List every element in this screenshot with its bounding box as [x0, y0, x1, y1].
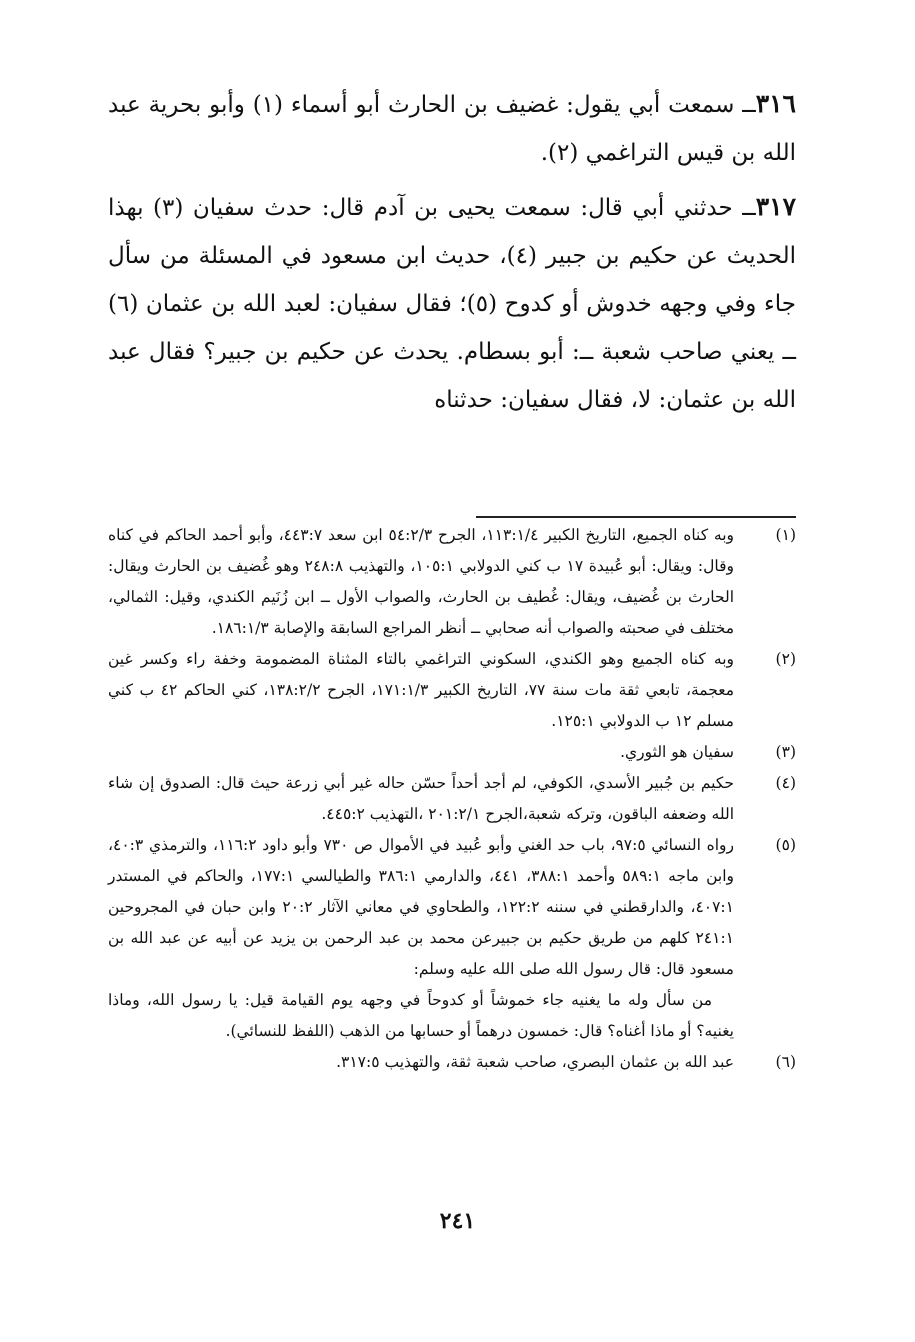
entry-number: ٣١٧ [755, 192, 797, 221]
footnote-number: (٢) [775, 650, 796, 668]
footnote-number: (٣) [775, 743, 796, 761]
footnote-text: وبه كناه الجميع، التاريخ الكبير ١١٣:١/٤، الجرح ٥٤:٢/٣ ابن سعد ٤٤٣:٧، وأبو أحمد الحاكم في كناه وقال: ويقال: أبو عُبيدة ١٧ ب كني الدولابي ١٠٥:١، والتهذيب ٢٤٨:٨ وهو غُضيف بن الحارث ويقال: الحارث بن غُضيف، ويقال: غُطيف بن الحارث، والصواب الأول ــ ابن زُنَيم الكندي، وقيل: الثمالي، مختلف في صحبته والصواب أنه صحابي ــ أنظر المراجع السابقة والإصابة ١٨٦:١/٣. [108, 526, 734, 637]
footnote-text: سفيان هو الثوري. [620, 743, 734, 761]
page-body [108, 80, 797, 1071]
entry-text: ــ سمعت أبي يقول: غضيف بن الحارث أبو أسماء (١) وأبو بحرية عبد الله بن قيس التراغمي (٢). [108, 92, 796, 166]
footnote-separator [476, 516, 796, 518]
footnote-text: من سأل وله ما يغنيه جاء خموشاً أو كدوحاً في وجهه يوم القيامة قيل: يا رسول الله، وماذا يغنيه؟ أو ماذا أغناه؟ قال: خمسون درهماً أو حسابها من الذهب (اللفظ للنسائي). [108, 991, 734, 1040]
footnote-number: (٥) [775, 836, 796, 854]
paragraph-316 [108, 80, 796, 177]
footnote-5-hadith [108, 985, 796, 1047]
footnote-text: وبه كناه الجميع وهو الكندي، السكوني التراغمي بالتاء المثناة المضمومة وخفة راء وكسر غين معجمة، تابعي ثقة مات سنة ٧٧، التاريخ الكبير ١٧١:١/٣، الجرح ١٣٨:٢/٢، كني الحاكم ٤٢ ب كني مسلم ١٢ ب الدولابي ١٢٥:١. [108, 650, 735, 730]
entry-text: ــ حدثني أبي قال: سمعت يحيى بن آدم قال: حدث سفيان (٣) بهذا الحديث عن حكيم بن جبير (٤)، حديث ابن مسعود في المسئلة من سأل جاء وفي وجهه خدوش أو كدوح (٥)؛ فقال سفيان: لعبد الله بن عثمان (٦) ــ يعني صاحب شعبة ــ: أبو بسطام. يحدث عن حكيم بن جبير؟ فقال عبد الله بن عثمان: لا، فقال سفيان: حدثناه [108, 195, 796, 413]
footnote-6 [108, 1047, 796, 1078]
paragraph-317 [108, 183, 796, 424]
footnote-text: حكيم بن جُبير الأسدي، الكوفي، لم أجد أحداً حسّن حاله غير أبي زرعة حيث قال: الصدوق إن شاء الله وضعفه الباقون، وتركه شعبة،الجرح ٢٠١:٢/١ ،التهذيب ٤٤٥:٢. [108, 774, 734, 823]
footnote-text: عبد الله بن عثمان البصري، صاحب شعبة ثقة، والتهذيب ٣١٧:٥. [336, 1053, 734, 1071]
main-text [108, 80, 796, 424]
page-number: ٢٤١ [439, 1208, 476, 1234]
footnotes [108, 520, 796, 1078]
footnote-number: (٦) [775, 1053, 796, 1071]
footnote-text: رواه النسائي ٩٧:٥، باب حد الغني وأبو عُبيد في الأموال ص ٧٣٠ وأبو داود ١١٦:٢، والترمذي ٤٠:٣، وابن ماجه ٥٨٩:١ وأحمد ٣٨٨:١، ٤٤١، والدارمي ٣٨٦:١ والطيالسي ١٧٧:١، والحاكم في المستدر ٤٠٧:١، والدارقطني في سننه ١٢٢:٢، والطحاوي في معاني الآثار ٢٠:٢ وابن حبان في المجروحين ٢٤١:١ كلهم من طريق حكيم بن جبيرعن محمد بن عبد الرحمن بن يزيد عن أبيه عن عبد الله بن مسعود قال: قال رسول الله صلى الله عليه وسلم: [108, 836, 735, 978]
footnote-number: (٤) [775, 774, 796, 792]
footnote-4 [108, 768, 796, 830]
footnote-2 [108, 644, 796, 737]
footnote-5 [108, 830, 796, 985]
entry-number: ٣١٦ [755, 89, 796, 118]
footnote-3 [108, 737, 796, 768]
footnote-number: (١) [775, 526, 796, 544]
footnote-1 [108, 520, 796, 644]
